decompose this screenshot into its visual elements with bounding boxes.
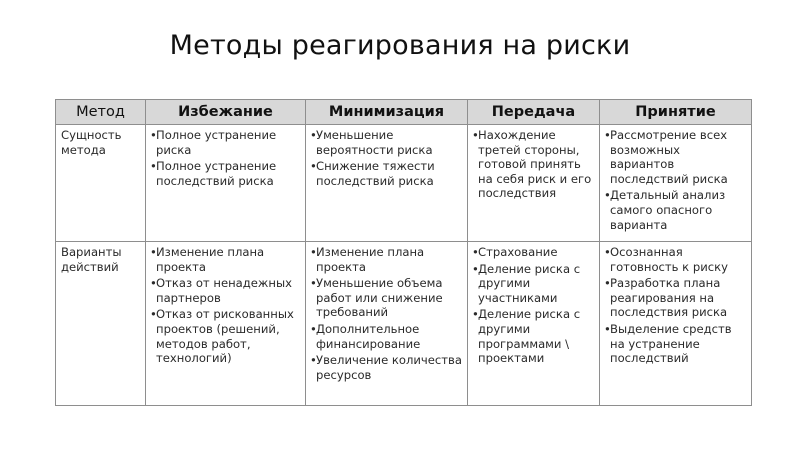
table-header-row (56, 100, 752, 125)
list-item: • Уменьшение вероятности риска (310, 128, 463, 157)
row-label: Варианты действий (56, 242, 146, 406)
list-item: • Изменение плана проекта (150, 245, 301, 274)
list-item: • Снижение тяжести последствий риска (310, 159, 463, 188)
list-item: • Рассмотрение всех возможных вариантов последствий риска (604, 128, 747, 186)
table-cell (468, 125, 600, 242)
risk-methods-table (55, 99, 752, 406)
list-item: • Разработка плана реагирования на последствия риска (604, 276, 747, 320)
table-row (56, 242, 752, 406)
header-method: Метод (56, 100, 146, 125)
table-cell (146, 242, 306, 406)
list-item: • Отказ от ненадежных партнеров (150, 276, 301, 305)
table-cell (306, 125, 468, 242)
list-item: • Деление риска с другими участниками (472, 262, 595, 306)
list-item: • Полное устранение риска (150, 128, 301, 157)
table-cell (600, 125, 752, 242)
table-cell (146, 125, 306, 242)
list-item: • Полное устранение последствий риска (150, 159, 301, 188)
list-item: • Деление риска с другими программами \ проектами (472, 307, 595, 365)
list-item: • Увеличение количества ресурсов (310, 353, 463, 382)
list-item: • Выделение средств на устранение последствий (604, 322, 747, 366)
list-item: • Осознанная готовность к риску (604, 245, 747, 274)
header-transfer: Передача (468, 100, 600, 125)
header-acceptance: Принятие (600, 100, 752, 125)
table-cell (306, 242, 468, 406)
table-cell (468, 242, 600, 406)
list-item: • Страхование (472, 245, 595, 260)
list-item: • Дополнительное финансирование (310, 322, 463, 351)
header-minimization: Минимизация (306, 100, 468, 125)
list-item: • Изменение плана проекта (310, 245, 463, 274)
list-item: • Детальный анализ самого опасного варианта (604, 188, 747, 232)
list-item: • Нахождение третей стороны, готовой принять на себя риск и его последствия (472, 128, 595, 201)
table-cell (600, 242, 752, 406)
list-item: • Отказ от рискованных проектов (решений, методов работ, технологий) (150, 307, 301, 365)
header-avoidance: Избежание (146, 100, 306, 125)
row-label: Сущность метода (56, 125, 146, 242)
table-row (56, 125, 752, 242)
slide-title: Методы реагирования на риски (169, 30, 631, 61)
list-item: • Уменьшение объема работ или снижение требований (310, 276, 463, 320)
